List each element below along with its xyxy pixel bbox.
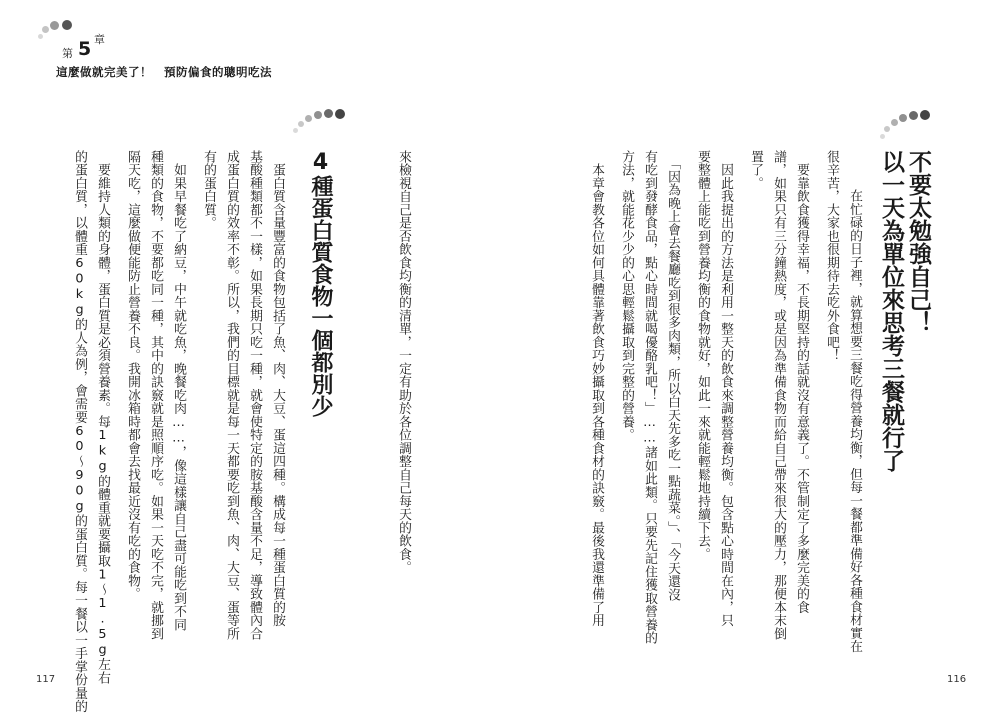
right-body-column: 有吃到發酵食品，點心時間就喝優酪乳吧！」……諸如此類。只要先記住獲取營養的: [642, 150, 657, 645]
right-body-column: 譜，如果只有三分鐘熱度，或是因為準備食物而給自己帶來很大的壓力，那便本末倒: [771, 150, 786, 641]
left-body-column: 蛋白質含量豐富的食物包括了魚、肉、大豆、蛋這四種。構成每一種蛋白質的胺: [270, 150, 285, 627]
left-body-column: 種類的食物，不要都吃同一種，其中的訣竅就是照順序吃。如果一天吃不完，就挪到: [148, 150, 163, 641]
right-body-column: 方法，就能花少少的心思輕鬆攝取到完整的營養。: [619, 150, 634, 442]
chapter-header: [38, 22, 278, 82]
right-body-column: 置了。: [748, 150, 763, 190]
right-body-column: 很辛苦，大家也很期待去吃外食吧！: [824, 150, 839, 362]
left-heading: 4種蛋白質食物一個都別少: [308, 150, 333, 417]
right-body-column: 因此我提出的方法是利用一整天的飲食來調整營養均衡。包含點心時間在內，只: [718, 150, 733, 627]
page-number-right: 116: [947, 674, 967, 685]
left-body-column: 的蛋白質，以體重60kg的人為例，會需要60～90g的蛋白質。每一餐以一手掌份量的: [72, 150, 87, 713]
right-body-column: 在忙碌的日子裡，就算想要三餐吃得營養均衡，但每一餐都準備好各種食材實在: [847, 176, 862, 653]
right-body-column: 本章會教各位如何具體靠著飲食巧妙攝取到各種食材的訣竅。最後我還準備了用: [589, 150, 604, 627]
right-heading-line-1: 不要太勉強自己！: [905, 150, 931, 334]
page-number-left: 117: [36, 674, 56, 685]
left-body-column: 基酸種類都不一樣，如果長期只吃一種，就會使特定的胺基酸含量不足，導致體內合: [247, 150, 262, 641]
left-lead-column: 來檢視自己是否飲食均衡的清單，一定有助於各位調整自己每天的飲食。: [396, 150, 411, 574]
right-body-column: 要整體上能吃到營養均衡的食物就好，如此一來就能輕鬆地持續下去。: [695, 150, 710, 561]
chapter-prefix: 第: [62, 47, 73, 60]
chapter-number: 5: [78, 38, 92, 60]
left-body-column: 隔天吃，這麼做便能防止營養不良。我開冰箱時都會去找最近沒有吃的食物。: [125, 150, 140, 601]
left-body-column: 成蛋白質的效率不彰。所以，我們的目標就是每一天都要吃到魚、肉、大豆、蛋等所: [224, 150, 239, 641]
chapter-title: 這麼做就完美了！ 預防偏食的聰明吃法: [56, 65, 272, 79]
right-body-column: 要靠飲食獲得幸福，不長期堅持的話就沒有意義了。不管制定了多麼完美的食: [794, 150, 809, 614]
left-body-column: 如果早餐吃了納豆，中午就吃魚，晚餐吃肉……，像這樣讓自己盡可能吃到不同: [171, 150, 186, 632]
left-body-column: 要維持人類的身體，蛋白質是必須營養素。每1kg的體重就要攝取1～1.5g左右: [95, 150, 110, 685]
left-body-column: 有的蛋白質。: [201, 150, 216, 230]
right-body-column: 「因為晚上會去餐廳吃到很多肉類，所以白天先多吃一點蔬菜。」、「今天還沒: [665, 150, 680, 602]
right-heading-line-2: 以一天為單位來思考三餐就行了: [878, 150, 904, 472]
chapter-suffix: 章: [94, 33, 105, 46]
